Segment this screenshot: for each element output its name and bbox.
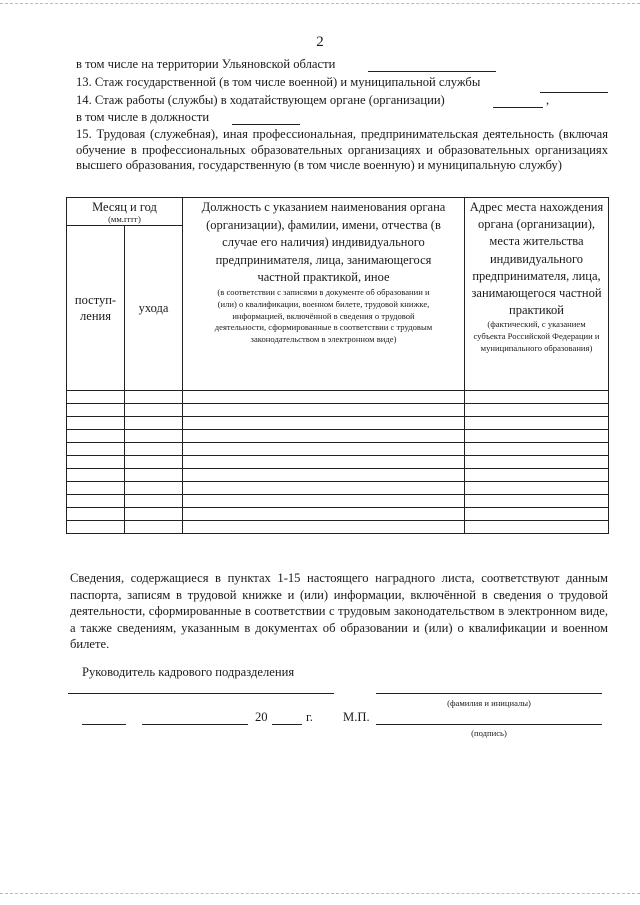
- ul-region-blank[interactable]: [368, 71, 496, 72]
- table-cell[interactable]: [125, 443, 183, 456]
- table-cell[interactable]: [183, 417, 465, 430]
- table-cell[interactable]: [67, 482, 125, 495]
- table-cell[interactable]: [125, 456, 183, 469]
- hr-head-blank[interactable]: [68, 693, 334, 694]
- table-cell[interactable]: [183, 482, 465, 495]
- month-blank[interactable]: [142, 724, 248, 725]
- table-cell[interactable]: [67, 469, 125, 482]
- year-suffix: г.: [306, 710, 313, 724]
- table-cell[interactable]: [183, 508, 465, 521]
- start-header: [67, 226, 125, 391]
- position-header: [183, 198, 465, 391]
- position-note: (в соответствии с записями в документе об образовании и (или) о квалификации, военном билете, трудовой книжке, информацией, включённой в сведения о трудовой деятельности, сформированные в соответствии с трудовым законодательством в электронном виде): [214, 286, 433, 345]
- table-cell[interactable]: [67, 417, 125, 430]
- year-prefix: 20: [255, 710, 268, 724]
- table-cell[interactable]: [183, 443, 465, 456]
- table-cell[interactable]: [183, 469, 465, 482]
- table-cell[interactable]: [67, 443, 125, 456]
- table-cell[interactable]: [67, 404, 125, 417]
- item-13: 13. Стаж государственной (в том числе военной) и муниципальной службы: [76, 75, 481, 89]
- table-cell[interactable]: [67, 391, 125, 404]
- signature-caption: (подпись): [471, 728, 507, 738]
- table-cell[interactable]: [465, 521, 609, 534]
- name-blank[interactable]: [376, 693, 602, 694]
- certification-statement: Сведения, содержащиеся в пунктах 1-15 настоящего наградного листа, соответствуют данным паспорта, записям в трудовой книжке и (или) информации, включённой в сведения о трудовой деятельности, сформированные в соответствии с трудовым законодательством в электронном виде, а также сведениям, указанным в документах об образовании и (или) о квалификации и военном билете.: [70, 571, 608, 652]
- name-caption: (фамилия и инициалы): [447, 698, 531, 708]
- table-cell[interactable]: [125, 469, 183, 482]
- month-year-format: (мм.гггг): [108, 214, 141, 224]
- table-cell[interactable]: [125, 391, 183, 404]
- month-year-header: [67, 198, 183, 226]
- table-cell[interactable]: [67, 456, 125, 469]
- year-blank[interactable]: [272, 724, 302, 725]
- item-13-blank[interactable]: [540, 92, 608, 93]
- table-cell[interactable]: [125, 482, 183, 495]
- table-cell[interactable]: [465, 417, 609, 430]
- table-cell[interactable]: [183, 495, 465, 508]
- table-cell[interactable]: [465, 404, 609, 417]
- bottom-scan-edge: [0, 893, 640, 894]
- address-header: [465, 198, 609, 391]
- address-note: (фактический, с указанием субъекта Российской Федерации и муниципального образования): [473, 319, 600, 354]
- table-cell[interactable]: [465, 443, 609, 456]
- table-cell[interactable]: [465, 430, 609, 443]
- table-cell[interactable]: [125, 495, 183, 508]
- table-cell[interactable]: [465, 469, 609, 482]
- end-header: [125, 226, 183, 391]
- item-14: 14. Стаж работы (службы) в ходатайствующем органе (организации): [76, 93, 445, 107]
- table-cell[interactable]: [125, 521, 183, 534]
- page-number: 2: [316, 34, 324, 50]
- start-label: поступ-ления: [74, 293, 117, 323]
- table-cell[interactable]: [465, 456, 609, 469]
- day-blank[interactable]: [82, 724, 126, 725]
- item-14-blank[interactable]: [493, 107, 543, 108]
- top-scan-edge: [0, 3, 640, 4]
- table-cell[interactable]: [465, 508, 609, 521]
- in-position-line: в том числе в должности: [76, 110, 210, 124]
- stamp-label: М.П.: [343, 710, 370, 724]
- address-title: Адрес места нахождения органа (организации), места жительства индивидуального предпринимателя, лица, занимающегося частной практикой: [469, 200, 604, 318]
- position-title: Должность с указанием наименования органа (организации), фамилии, имени, отчества (в случае его наличия) индивидуального предпринимателя, лица, занимающегося частной практикой, иное: [201, 200, 446, 285]
- table-cell[interactable]: [183, 391, 465, 404]
- table-cell[interactable]: [183, 521, 465, 534]
- table-cell[interactable]: [183, 404, 465, 417]
- in-position-blank[interactable]: [232, 124, 300, 125]
- table-cell[interactable]: [125, 404, 183, 417]
- table-cell[interactable]: [465, 495, 609, 508]
- table-cell[interactable]: [183, 430, 465, 443]
- table-cell[interactable]: [125, 430, 183, 443]
- table-cell[interactable]: [465, 391, 609, 404]
- item-15: 15. Трудовая (служебная), иная профессиональная, предпринимательская деятельность (включая обучение в профессиональных образовательных организациях и образовательных организациях высшего образования, государственную (в том числе военную) и муниципальную службу): [76, 127, 608, 172]
- table-cell[interactable]: [67, 430, 125, 443]
- ul-region-line: в том числе на территории Ульяновской области: [76, 57, 336, 71]
- end-label: ухода: [138, 301, 169, 315]
- item-14-comma: ,: [546, 93, 550, 107]
- signature-blank[interactable]: [376, 724, 602, 725]
- employment-table: [66, 197, 609, 534]
- hr-head-label: Руководитель кадрового подразделения: [82, 665, 295, 679]
- table-cell[interactable]: [183, 456, 465, 469]
- table-cell[interactable]: [465, 482, 609, 495]
- month-year-title: Месяц и год: [92, 200, 157, 214]
- table-cell[interactable]: [125, 417, 183, 430]
- table-cell[interactable]: [67, 521, 125, 534]
- table-cell[interactable]: [67, 495, 125, 508]
- table-cell[interactable]: [125, 508, 183, 521]
- table-cell[interactable]: [67, 508, 125, 521]
